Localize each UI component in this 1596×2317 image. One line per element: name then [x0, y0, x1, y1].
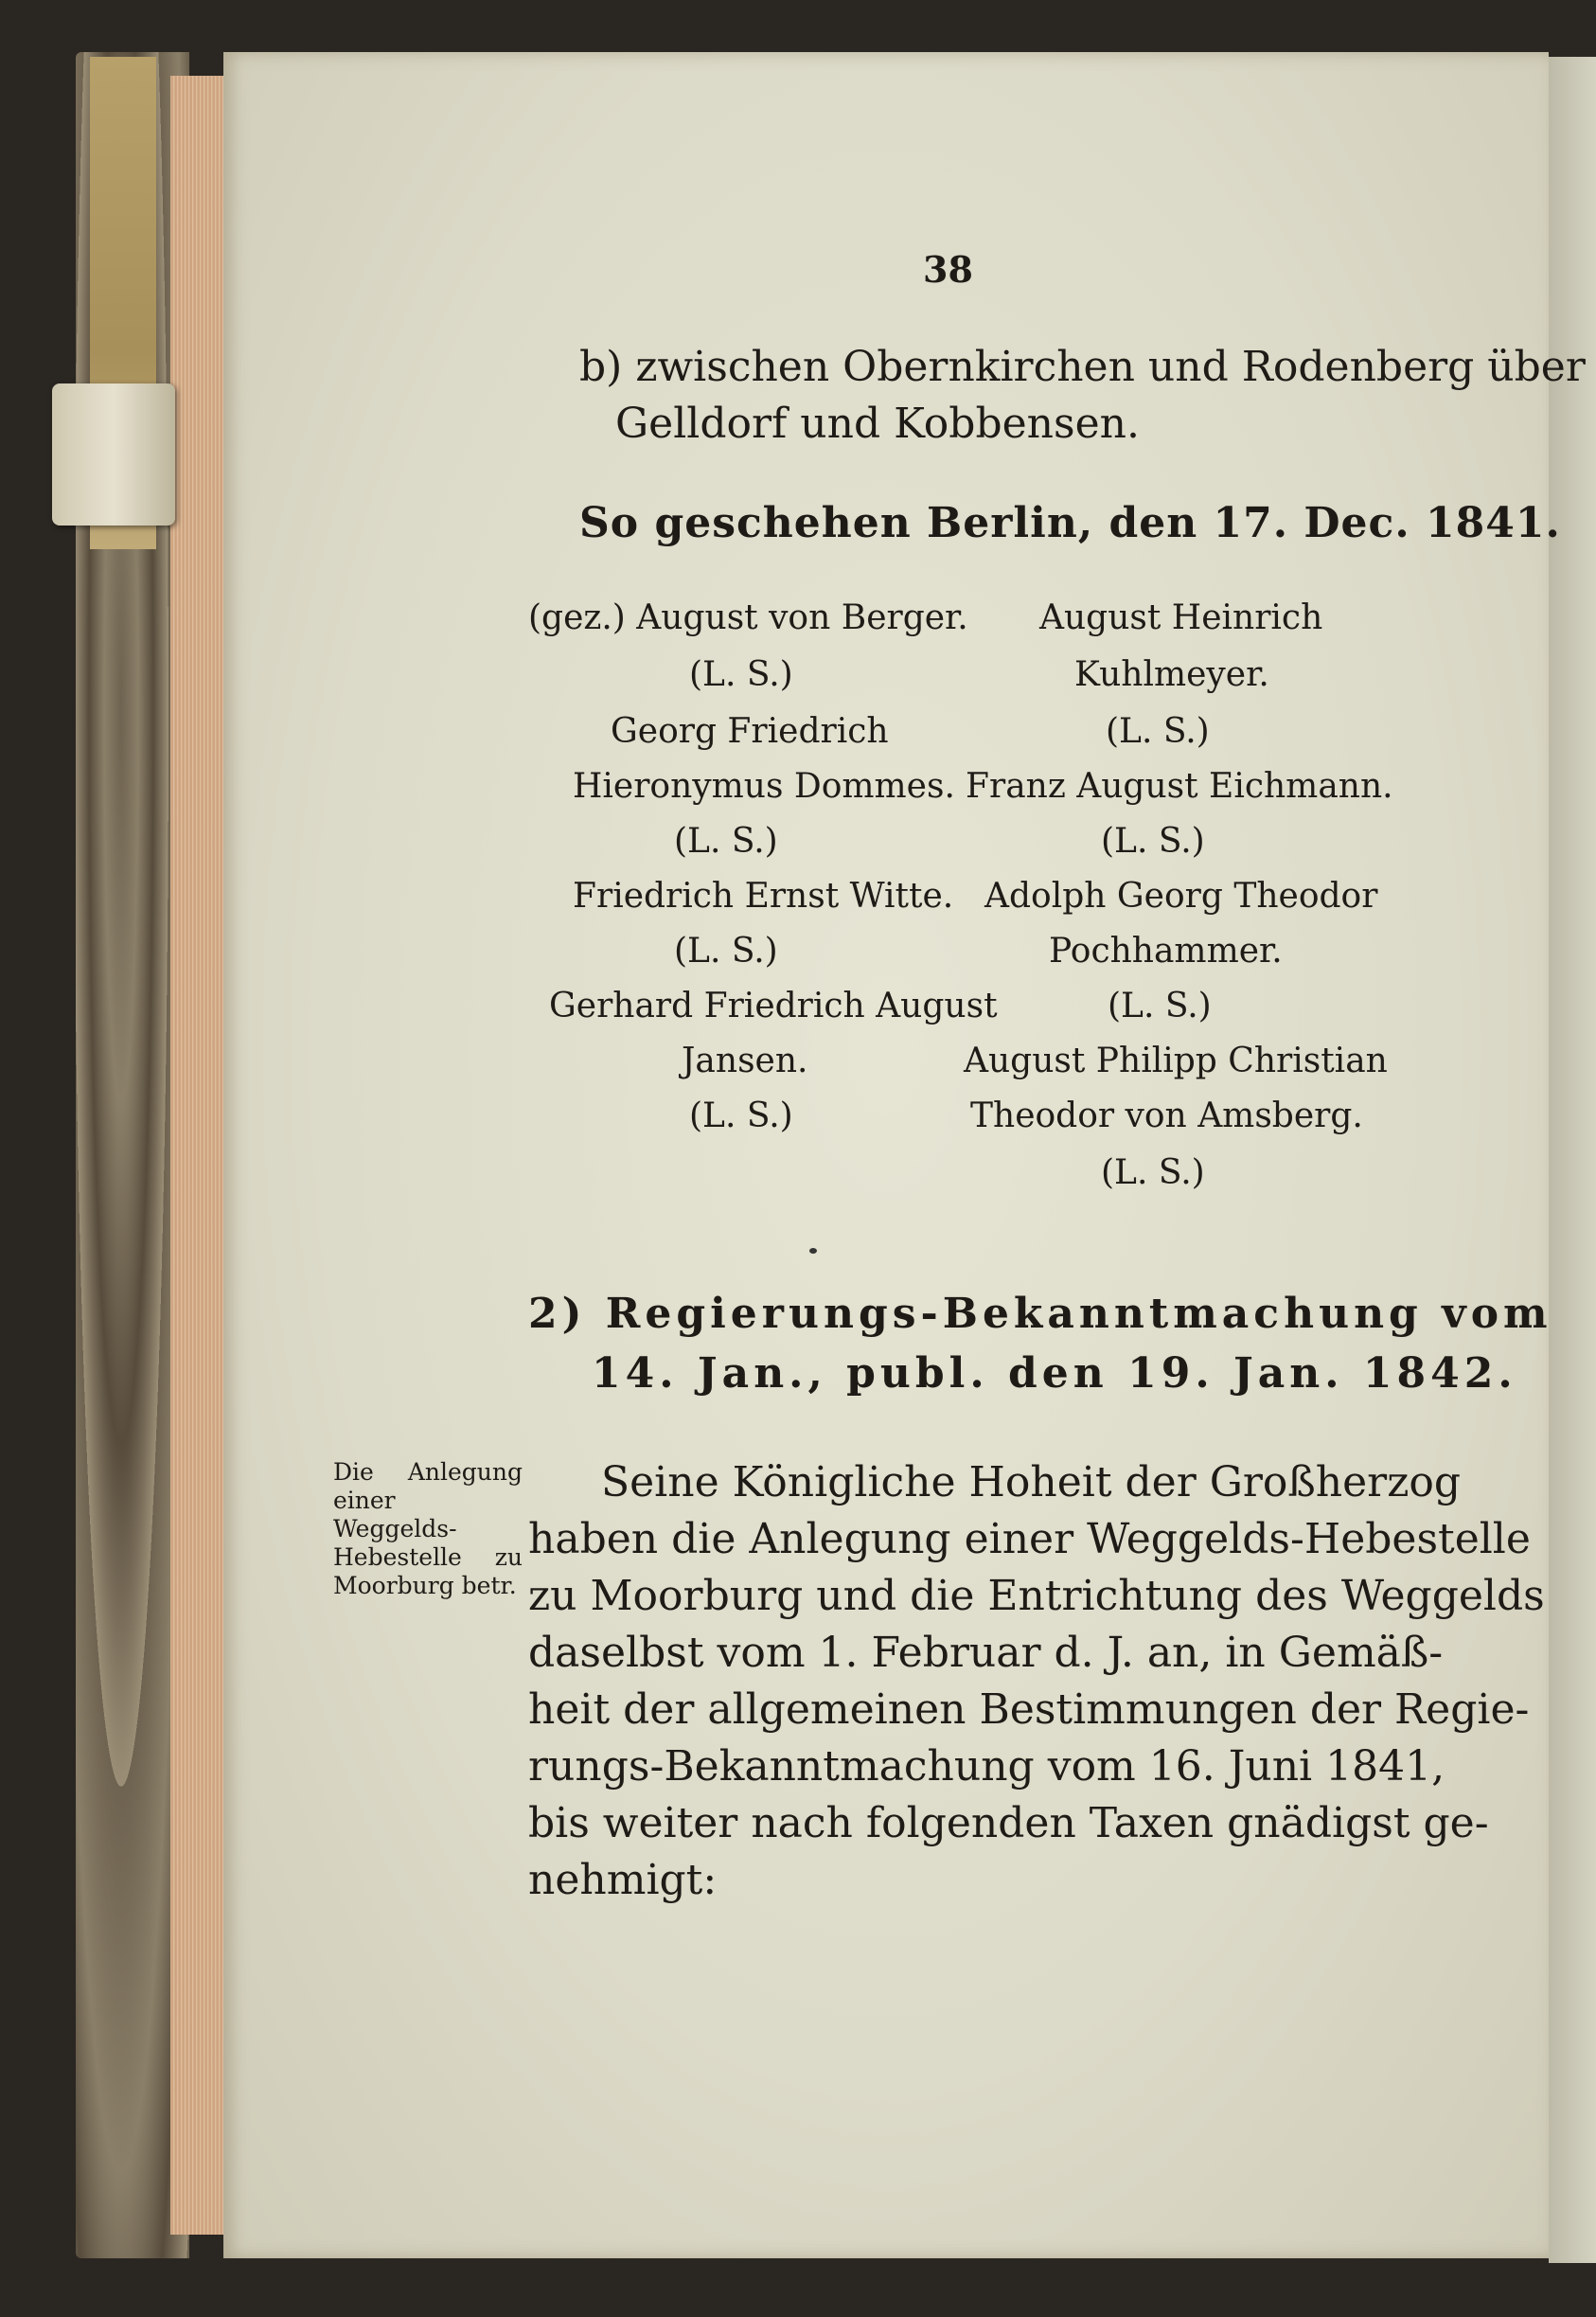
signature-right-4: Franz August Eichmann.	[966, 767, 1393, 806]
signature-right-3: (L. S.)	[1106, 712, 1210, 751]
body-line-3: zu Moorburg und die Entrichtung des Weggelds	[528, 1572, 1545, 1620]
bookmark-clip	[52, 383, 175, 526]
signature-left-1: (gez.) August von Berger.	[528, 598, 968, 637]
clause-b-line2: Gelldorf und Kobbensen.	[615, 400, 1140, 448]
signature-right-7: Pochhammer.	[1049, 932, 1283, 971]
margin-note: Die Anlegung einer Weggelds-Hebestelle zu Moorburg betr.	[333, 1458, 523, 1599]
signature-left-3: Georg Friedrich	[611, 712, 889, 751]
signature-right-8: (L. S.)	[1108, 987, 1212, 1025]
page-edges	[170, 76, 229, 2235]
signature-left-6: Friedrich Ernst Witte.	[573, 877, 954, 916]
signature-left-4: Hieronymus Dommes.	[573, 767, 955, 806]
body-line-5: heit der allgemeinen Bestimmungen der Regie-	[528, 1685, 1530, 1734]
section2-heading-line1: 2) Regierungs-Bekanntmachung vom	[528, 1290, 1552, 1338]
clause-b-line1: b) zwischen Obernkirchen und Rodenberg über	[579, 343, 1586, 391]
body-line-1: Seine Königliche Hoheit der Großherzog	[601, 1458, 1462, 1506]
signature-right-10: Theodor von Amsberg.	[970, 1096, 1363, 1135]
section2-heading-line2: 14. Jan., publ. den 19. Jan. 1842.	[592, 1349, 1517, 1398]
signature-right-11: (L. S.)	[1101, 1153, 1205, 1192]
decorative-dot	[809, 1248, 817, 1254]
signature-right-1: August Heinrich	[1039, 598, 1323, 637]
signature-right-2: Kuhlmeyer.	[1074, 655, 1269, 694]
signature-left-2: (L. S.)	[689, 655, 793, 694]
page-number: 38	[923, 248, 973, 291]
body-line-2: haben die Anlegung einer Weggelds-Hebestelle	[528, 1515, 1531, 1563]
signature-left-8: Gerhard Friedrich August	[549, 987, 998, 1025]
signature-left-10: (L. S.)	[689, 1096, 793, 1135]
signature-left-5: (L. S.)	[674, 822, 778, 861]
closing-line: So geschehen Berlin, den 17. Dec. 1841.	[579, 499, 1561, 547]
signature-right-9: August Philipp Christian	[964, 1042, 1388, 1080]
body-line-6: rungs-Bekanntmachung vom 16. Juni 1841,	[528, 1742, 1445, 1791]
signature-left-7: (L. S.)	[674, 932, 778, 971]
signature-left-9: Jansen.	[682, 1042, 808, 1080]
body-line-8: nehmigt:	[528, 1856, 718, 1904]
signature-right-5: (L. S.)	[1101, 822, 1205, 861]
body-line-4: daselbst vom 1. Februar d. J. an, in Gemäß-	[528, 1629, 1444, 1677]
body-line-7: bis weiter nach folgenden Taxen gnädigst ge-	[528, 1799, 1489, 1847]
signature-right-6: Adolph Georg Theodor	[984, 877, 1378, 916]
